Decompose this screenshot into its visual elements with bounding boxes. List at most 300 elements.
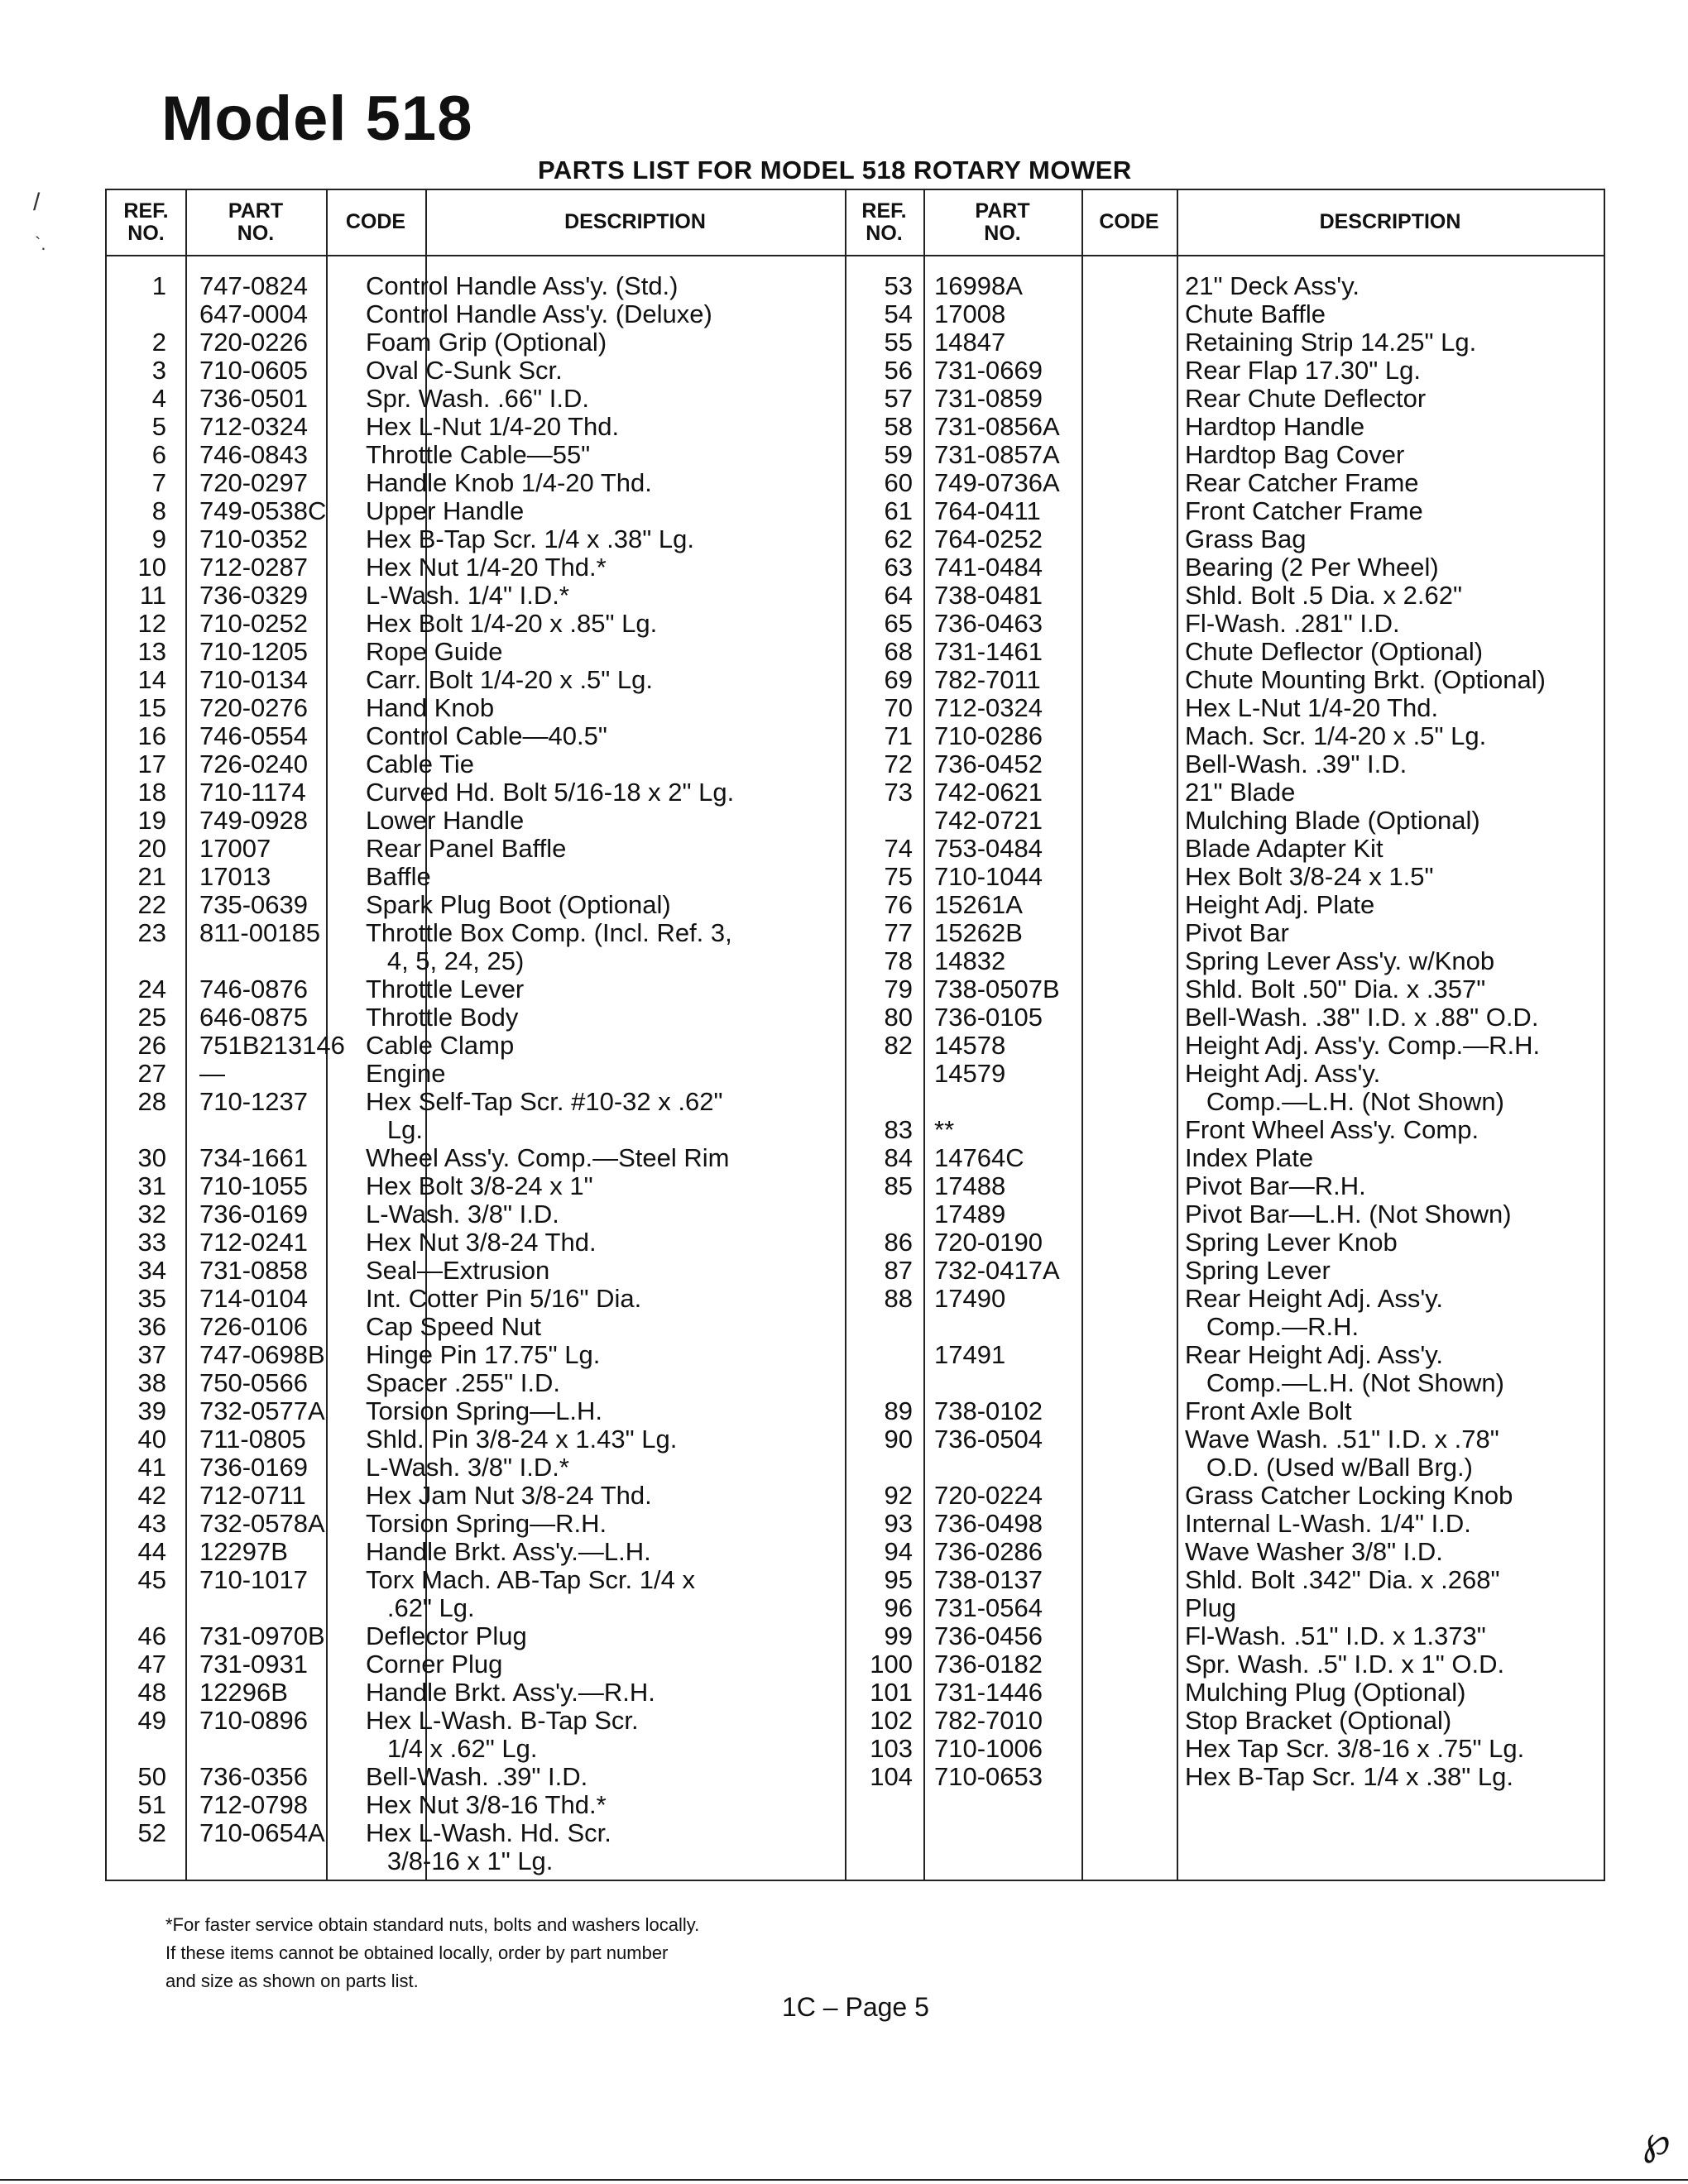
part-no-cell: 710-1055 [199,1171,309,1200]
description-cell: Spark Plug Boot (Optional) [366,890,671,919]
table-row [107,525,1604,553]
table-row [107,1482,1604,1510]
part-no-cell: 731-0858 [199,1256,309,1285]
part-no-cell: 736-0501 [199,384,309,413]
description-cell: Chute Baffle [1185,299,1326,328]
table-row [107,1003,1604,1032]
parts-list-subtitle: PARTS LIST FOR MODEL 518 ROTARY MOWER [538,156,1132,184]
part-no-cell: 736-0329 [199,581,309,610]
description-cell: Pivot Bar [1185,918,1289,947]
part-no-cell: 736-0182 [934,1650,1043,1679]
ref-no-cell: 87 [884,1256,913,1285]
description-cell: Hex B-Tap Scr. 1/4 x .38" Lg. [366,524,694,553]
part-no-cell: 726-0240 [199,750,309,778]
description-cell: Control Handle Ass'y. (Std.) [366,271,679,300]
part-no-cell: 710-1044 [934,862,1043,891]
part-no-cell: 738-0481 [934,581,1043,610]
description-cell: Comp.—L.H. (Not Shown) [1185,1087,1504,1116]
part-no-cell: 732-0578A [199,1509,325,1538]
table-row [107,1200,1604,1228]
description-cell: Spring Lever Ass'y. w/Knob [1185,946,1495,975]
table-row [107,1172,1604,1200]
header-description: DESCRIPTION [564,210,706,234]
description-cell: Pivot Bar—R.H. [1185,1171,1366,1200]
table-row [107,666,1604,694]
description-cell: Hex Bolt 1/4-20 x .85" Lg. [366,609,658,638]
description-cell: Hex Jam Nut 3/8-24 Thd. [366,1481,652,1510]
ref-no-cell: 4 [151,384,166,413]
description-cell: Torsion Spring—R.H. [366,1509,607,1538]
header-part-no: PART NO. [975,199,1030,245]
table-row [107,638,1604,666]
part-no-cell: 731-1446 [934,1678,1043,1707]
ref-no-cell: 53 [884,271,913,300]
part-no-cell: 741-0484 [934,553,1043,582]
part-no-cell: 731-0669 [934,356,1043,385]
table-row [107,807,1604,835]
part-no-cell: 736-0356 [199,1762,309,1791]
part-no-cell: 711-0805 [199,1425,306,1454]
description-cell: Mulching Blade (Optional) [1185,806,1480,835]
description-cell: Spr. Wash. .5" I.D. x 1" O.D. [1185,1650,1505,1679]
part-no-cell: 712-0287 [199,553,309,582]
part-no-cell: 742-0721 [934,806,1043,835]
description-cell: Control Cable—40.5" [366,721,607,750]
part-no-cell: 14847 [934,328,1006,357]
table-row [107,722,1604,750]
part-no-cell: 738-0102 [934,1396,1043,1425]
ref-no-cell: 31 [137,1171,166,1200]
table-row [107,1088,1604,1116]
table-row [107,1819,1604,1847]
description-cell: O.D. (Used w/Ball Brg.) [1185,1453,1473,1482]
description-cell: Upper Handle [366,496,525,525]
table-row [107,1032,1604,1060]
part-no-cell: 15262B [934,918,1023,947]
table-row [107,272,1604,300]
description-cell: Hex Nut 1/4-20 Thd.* [366,553,607,582]
footnote-line: If these items cannot be obtained locally, order by part number [165,1942,669,1963]
description-cell: Hardtop Handle [1185,412,1365,441]
part-no-cell: 17491 [934,1340,1006,1369]
part-no-cell: 738-0507B [934,975,1060,1003]
table-row [107,778,1604,807]
ref-no-cell: 14 [137,665,166,694]
ref-no-cell: 94 [884,1537,913,1566]
ref-no-cell: 9 [151,524,166,553]
ref-no-cell: 84 [884,1143,913,1172]
description-cell: Handle Brkt. Ass'y.—L.H. [366,1537,651,1566]
description-cell: Hex Bolt 3/8-24 x 1.5" [1185,862,1434,891]
description-cell: Deflector Plug [366,1621,527,1650]
description-cell: Hex L-Nut 1/4-20 Thd. [366,412,620,441]
ref-no-cell: 52 [137,1818,166,1847]
part-no-cell: — [199,1059,225,1088]
ref-no-cell: 101 [870,1678,913,1707]
ref-no-cell: 21 [137,862,166,891]
description-cell: Height Adj. Ass'y. Comp.—R.H. [1185,1031,1541,1060]
part-no-cell: 782-7010 [934,1706,1043,1735]
ref-no-cell: 54 [884,299,913,328]
table-row [107,1679,1604,1707]
table-row [107,413,1604,441]
part-no-cell: 710-0896 [199,1706,309,1735]
part-no-cell: 742-0621 [934,778,1043,807]
ref-no-cell: 92 [884,1481,913,1510]
header-description: DESCRIPTION [1319,210,1461,234]
description-cell: Internal L-Wash. 1/4" I.D. [1185,1509,1471,1538]
description-cell: Rope Guide [366,637,503,666]
description-cell: Comp.—L.H. (Not Shown) [1185,1368,1504,1397]
ref-no-cell: 102 [870,1706,913,1735]
ref-no-cell: 49 [137,1706,166,1735]
part-no-cell: 747-0698B [199,1340,325,1369]
description-cell: .62" Lg. [366,1593,475,1622]
table-row [107,1763,1604,1791]
ref-no-cell: 100 [870,1650,913,1679]
description-cell: Torx Mach. AB-Tap Scr. 1/4 x [366,1565,695,1594]
description-cell: Height Adj. Plate [1185,890,1375,919]
ref-no-cell: 72 [884,750,913,778]
table-row [107,1369,1604,1397]
table-row [107,1847,1604,1875]
description-cell: Stop Bracket (Optional) [1185,1706,1452,1735]
description-cell: Baffle [366,862,431,891]
ref-no-cell: 40 [137,1425,166,1454]
description-cell: Throttle Box Comp. (Incl. Ref. 3, [366,918,732,947]
table-row [107,497,1604,525]
ref-no-cell: 22 [137,890,166,919]
ref-no-cell: 77 [884,918,913,947]
part-no-cell: 746-0554 [199,721,309,750]
ref-no-cell: 69 [884,665,913,694]
header-ref-no: REF. NO. [123,199,169,245]
part-no-cell: 17489 [934,1200,1006,1228]
table-row [107,1313,1604,1341]
description-cell: Shld. Bolt .5 Dia. x 2.62" [1185,581,1462,610]
part-no-cell: 712-0324 [199,412,309,441]
description-cell: Hand Knob [366,693,495,722]
table-row [107,1510,1604,1538]
table-row [107,835,1604,863]
table-row [107,328,1604,357]
ref-no-cell: 103 [870,1734,913,1763]
ref-no-cell: 26 [137,1031,166,1060]
description-cell: Bell-Wash. .39" I.D. [366,1762,588,1791]
part-no-cell: 731-0859 [934,384,1043,413]
description-cell: Bell-Wash. .39" I.D. [1185,750,1407,778]
description-cell: Bell-Wash. .38" I.D. x .88" O.D. [1185,1003,1539,1032]
description-cell: Spacer .255" I.D. [366,1368,561,1397]
description-cell: Bearing (2 Per Wheel) [1185,553,1439,582]
part-no-cell: 17008 [934,299,1006,328]
part-no-cell: 15261A [934,890,1023,919]
part-no-cell: 14579 [934,1059,1006,1088]
description-cell: Shld. Bolt .50" Dia. x .357" [1185,975,1486,1003]
part-no-cell: 710-0654A [199,1818,325,1847]
description-cell: Shld. Bolt .342" Dia. x .268" [1185,1565,1500,1594]
part-no-cell: 720-0226 [199,328,309,357]
part-no-cell: 720-0190 [934,1228,1043,1257]
description-cell: Fl-Wash. .51" I.D. x 1.373" [1185,1621,1486,1650]
part-no-cell: 731-1461 [934,637,1043,666]
margin-tick-mark: / [33,189,41,216]
part-no-cell: 710-0605 [199,356,309,385]
ref-no-cell: 24 [137,975,166,1003]
part-no-cell: 710-0352 [199,524,309,553]
table-row [107,1707,1604,1735]
part-no-cell: 731-0564 [934,1593,1043,1622]
part-no-cell: 746-0843 [199,440,309,469]
ref-no-cell: 70 [884,693,913,722]
description-cell: Spring Lever [1185,1256,1331,1285]
description-cell: Index Plate [1185,1143,1314,1172]
part-no-cell: 749-0538C [199,496,327,525]
footnote [165,1911,699,1995]
ref-no-cell: 3 [151,356,166,385]
ref-no-cell: 74 [884,834,913,863]
table-row [107,553,1604,582]
description-cell: Hardtop Bag Cover [1185,440,1405,469]
ref-no-cell: 64 [884,581,913,610]
ref-no-cell: 86 [884,1228,913,1257]
ref-no-cell: 90 [884,1425,913,1454]
part-no-cell: 731-0857A [934,440,1060,469]
description-cell: Rear Panel Baffle [366,834,567,863]
part-no-cell: 726-0106 [199,1312,309,1341]
part-no-cell: 753-0484 [934,834,1043,863]
part-no-cell: 764-0411 [934,496,1041,525]
ref-no-cell: 12 [137,609,166,638]
description-cell: Shld. Pin 3/8-24 x 1.43" Lg. [366,1425,678,1454]
ref-no-cell: 6 [151,440,166,469]
table-row [107,1228,1604,1257]
part-no-cell: 646-0875 [199,1003,309,1032]
ref-no-cell: 19 [137,806,166,835]
part-no-cell: 736-0456 [934,1621,1043,1650]
page-title: Model 518 [161,84,473,154]
table-row [107,1566,1604,1594]
table-row [107,863,1604,891]
header-part-no: PART NO. [228,199,284,245]
table-row [107,919,1604,947]
part-no-cell: 736-0498 [934,1509,1043,1538]
part-no-cell: 17490 [934,1284,1006,1313]
part-no-cell: 734-1661 [199,1143,309,1172]
ref-no-cell: 2 [151,328,166,357]
description-cell: Cable Clamp [366,1031,515,1060]
ref-no-cell: 62 [884,524,913,553]
table-row [107,891,1604,919]
description-cell: Foam Grip (Optional) [366,328,607,357]
ref-no-cell: 13 [137,637,166,666]
description-cell: Engine [366,1059,446,1088]
description-cell: L-Wash. 3/8" I.D.* [366,1453,569,1482]
description-cell: Front Wheel Ass'y. Comp. [1185,1115,1479,1144]
table-row [107,947,1604,975]
table-row [107,694,1604,722]
ref-no-cell: 46 [137,1621,166,1650]
description-cell: Lower Handle [366,806,525,835]
description-cell: Height Adj. Ass'y. [1185,1059,1381,1088]
part-no-cell: 710-0286 [934,721,1043,750]
ref-no-cell: 1 [151,271,166,300]
part-no-cell: 747-0824 [199,271,309,300]
part-no-cell: 731-0970B [199,1621,325,1650]
part-no-cell: 710-1006 [934,1734,1043,1763]
description-cell: Rear Height Adj. Ass'y. [1185,1340,1444,1369]
ref-no-cell: 36 [137,1312,166,1341]
ref-no-cell: 32 [137,1200,166,1228]
parts-rows [107,272,1604,1875]
description-cell: Control Handle Ass'y. (Deluxe) [366,299,712,328]
ref-no-cell: 45 [137,1565,166,1594]
table-row [107,1594,1604,1622]
part-no-cell: 714-0104 [199,1284,309,1313]
description-cell: Pivot Bar—L.H. (Not Shown) [1185,1200,1512,1228]
table-row [107,1425,1604,1454]
ref-no-cell: 44 [137,1537,166,1566]
description-cell: 21" Blade [1185,778,1296,807]
description-cell: Comp.—R.H. [1185,1312,1360,1341]
description-cell: Throttle Cable—55" [366,440,591,469]
part-no-cell: 736-0452 [934,750,1043,778]
part-no-cell: 736-0169 [199,1200,309,1228]
description-cell: Hex L-Wash. B-Tap Scr. [366,1706,639,1735]
ref-no-cell: 7 [151,468,166,497]
part-no-cell: 750-0566 [199,1368,309,1397]
header-code: CODE [1099,210,1159,234]
ref-no-cell: 89 [884,1396,913,1425]
description-cell: Curved Hd. Bolt 5/16-18 x 2" Lg. [366,778,735,807]
ref-no-cell: 79 [884,975,913,1003]
table-row [107,1735,1604,1763]
ref-no-cell: 18 [137,778,166,807]
ref-no-cell: 23 [137,918,166,947]
ref-no-cell: 78 [884,946,913,975]
part-no-cell: 764-0252 [934,524,1043,553]
part-no-cell: 738-0137 [934,1565,1043,1594]
bottom-rule [0,2179,1688,2181]
description-cell: 21" Deck Ass'y. [1185,271,1360,300]
part-no-cell: 710-1205 [199,637,309,666]
description-cell: Hex Self-Tap Scr. #10-32 x .62" [366,1087,723,1116]
ref-no-cell: 96 [884,1593,913,1622]
description-cell: Front Axle Bolt [1185,1396,1352,1425]
part-no-cell: 17007 [199,834,271,863]
part-no-cell: 736-0286 [934,1537,1043,1566]
ref-no-cell: 11 [139,581,166,610]
part-no-cell: 720-0297 [199,468,309,497]
part-no-cell: 811-00185 [199,918,320,947]
part-no-cell: 14832 [934,946,1006,975]
table-row [107,300,1604,328]
description-cell: Rear Chute Deflector [1185,384,1427,413]
description-cell: Hex L-Nut 1/4-20 Thd. [1185,693,1439,722]
ref-no-cell: 35 [137,1284,166,1313]
table-row [107,1622,1604,1650]
ref-no-cell: 30 [137,1143,166,1172]
ref-no-cell: 85 [884,1171,913,1200]
part-no-cell: 710-1017 [199,1565,309,1594]
description-cell: Spring Lever Knob [1185,1228,1398,1257]
part-no-cell: 732-0417A [934,1256,1060,1285]
part-no-cell: 749-0928 [199,806,309,835]
description-cell: Oval C-Sunk Scr. [366,356,563,385]
part-no-cell: 17488 [934,1171,1006,1200]
ref-no-cell: 43 [137,1509,166,1538]
description-cell: Corner Plug [366,1650,503,1679]
description-cell: Grass Catcher Locking Knob [1185,1481,1513,1510]
ref-no-cell: 51 [137,1790,166,1819]
part-no-cell: 647-0004 [199,299,309,328]
description-cell: Mulching Plug (Optional) [1185,1678,1466,1707]
description-cell: Spr. Wash. .66" I.D. [366,384,590,413]
margin-tick-mark: `. [35,233,46,254]
part-no-cell: 710-0252 [199,609,309,638]
description-cell: Wave Washer 3/8" I.D. [1185,1537,1443,1566]
table-row [107,1285,1604,1313]
ref-no-cell: 20 [137,834,166,863]
part-no-cell: 749-0736A [934,468,1060,497]
description-cell: Wave Wash. .51" I.D. x .78" [1185,1425,1499,1454]
part-no-cell: 736-0169 [199,1453,309,1482]
ref-no-cell: 34 [137,1256,166,1285]
description-cell: Chute Deflector (Optional) [1185,637,1484,666]
ref-no-cell: 38 [137,1368,166,1397]
table-row [107,750,1604,778]
part-no-cell: 710-1174 [199,778,306,807]
description-cell: Wheel Ass'y. Comp.—Steel Rim [366,1143,730,1172]
description-cell: Chute Mounting Brkt. (Optional) [1185,665,1546,694]
description-cell: 1/4 x .62" Lg. [366,1734,538,1763]
part-no-cell: 712-0324 [934,693,1043,722]
header-code: CODE [345,210,406,234]
description-cell: Handle Brkt. Ass'y.—R.H. [366,1678,655,1707]
ref-no-cell: 73 [884,778,913,807]
ref-no-cell: 48 [137,1678,166,1707]
part-no-cell: 736-0105 [934,1003,1043,1032]
table-row [107,1791,1604,1819]
description-cell: Retaining Strip 14.25" Lg. [1185,328,1477,357]
part-no-cell: 712-0241 [199,1228,309,1257]
part-no-cell: 14578 [934,1031,1006,1060]
ref-no-cell: 17 [137,750,166,778]
part-no-cell: 14764C [934,1143,1024,1172]
table-row [107,582,1604,610]
part-no-cell: 720-0224 [934,1481,1043,1510]
description-cell: Int. Cotter Pin 5/16" Dia. [366,1284,642,1313]
description-cell: Throttle Body [366,1003,519,1032]
ref-no-cell: 41 [137,1453,166,1482]
description-cell: Fl-Wash. .281" I.D. [1185,609,1400,638]
part-no-cell: 710-0653 [934,1762,1043,1791]
ref-no-cell: 10 [137,553,166,582]
page-number: 1C – Page 5 [782,1992,929,2022]
ref-no-cell: 88 [884,1284,913,1313]
ref-no-cell: 28 [137,1087,166,1116]
ref-no-cell: 5 [151,412,166,441]
part-no-cell: 736-0463 [934,609,1043,638]
ref-no-cell: 95 [884,1565,913,1594]
table-row [107,1397,1604,1425]
description-cell: Carr. Bolt 1/4-20 x .5" Lg. [366,665,654,694]
ref-no-cell: 61 [884,496,913,525]
description-cell: Hex Bolt 3/8-24 x 1" [366,1171,593,1200]
ref-no-cell: 80 [884,1003,913,1032]
ref-no-cell: 37 [137,1340,166,1369]
table-row [107,441,1604,469]
